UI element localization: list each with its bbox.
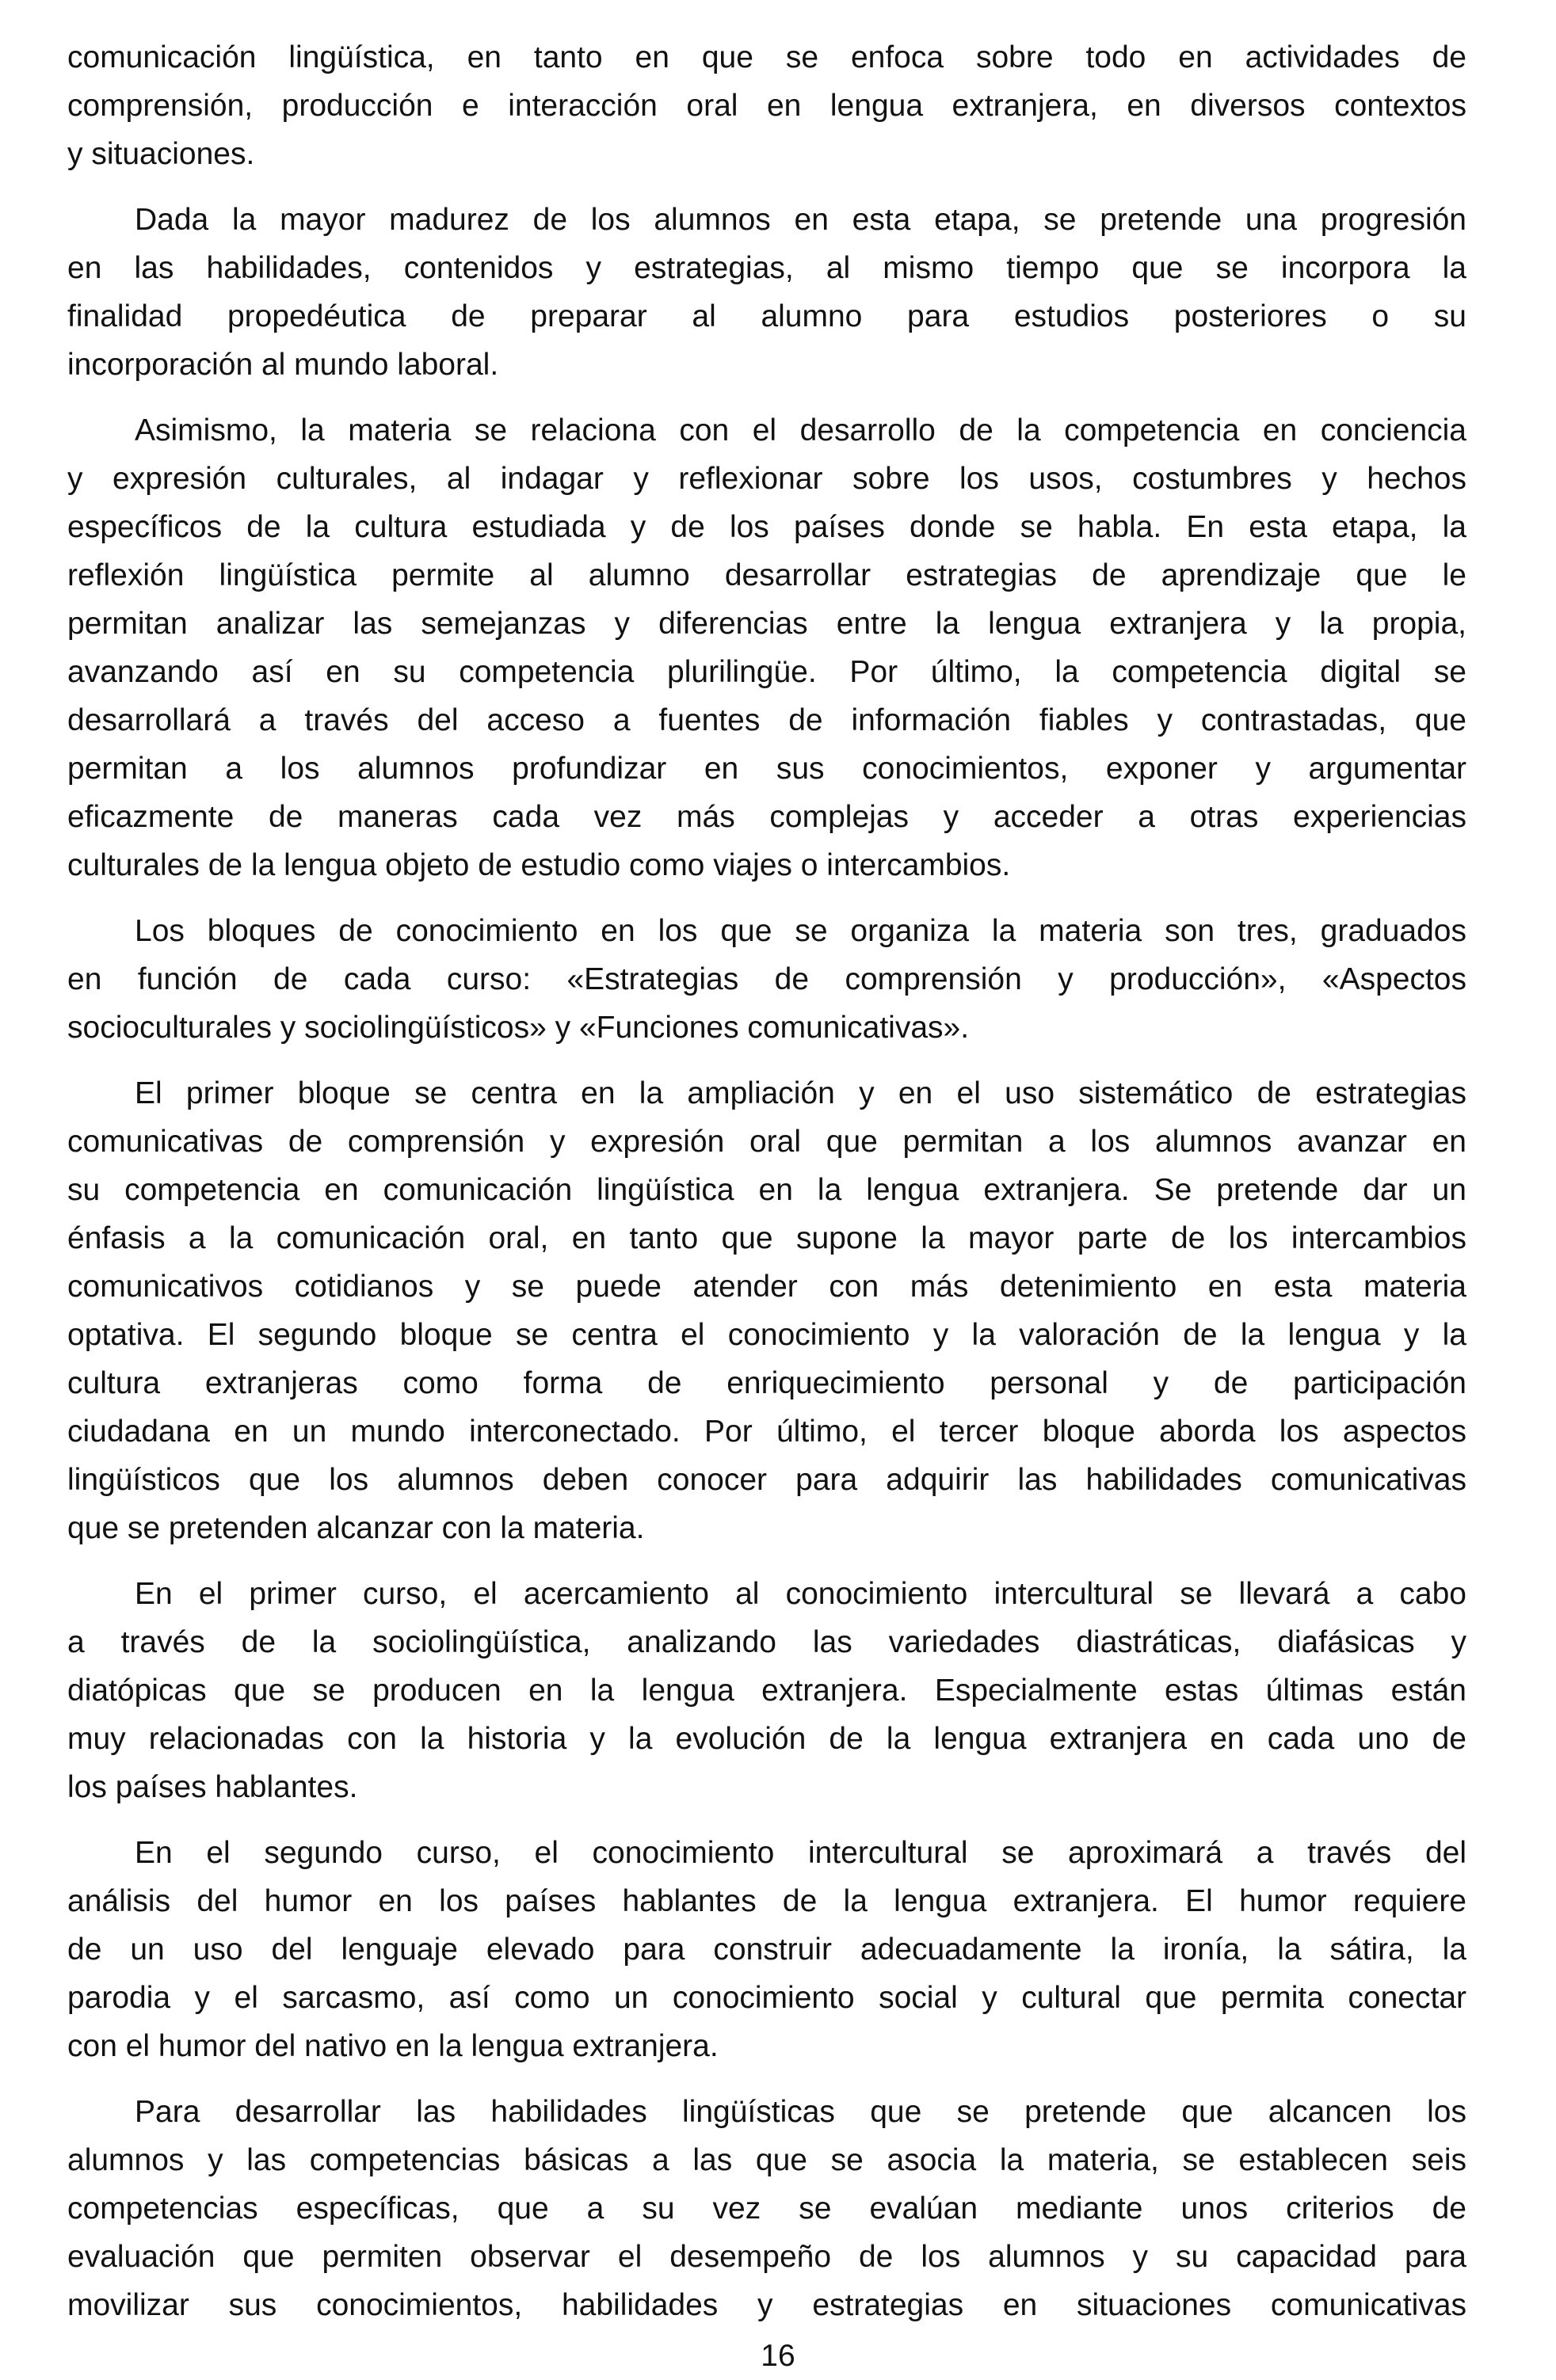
text-line: comunicativas de comprensión y expresión oral que permitan a los alumnos avanzar en — [67, 1125, 1466, 1159]
text-line: competencias específicas, que a su vez se evalúan mediante unos criterios de — [67, 2192, 1466, 2226]
paragraph — [67, 33, 1466, 178]
text-line: Asimismo, la materia se relaciona con el desarrollo de la competencia en conciencia — [135, 413, 1466, 447]
text-line: En el segundo curso, el conocimiento intercultural se aproximará a través del — [135, 1836, 1466, 1870]
text-line: énfasis a la comunicación oral, en tanto que supone la mayor parte de los intercambios — [67, 1221, 1466, 1255]
text-line: comunicativos cotidianos y se puede atender con más detenimiento en esta materia — [67, 1270, 1466, 1304]
paragraph — [67, 196, 1466, 389]
document-body — [67, 33, 1466, 2347]
text-line: con el humor del nativo en la lengua extranjera. — [67, 2029, 719, 2063]
text-line: culturales de la lengua objeto de estudio como viajes o intercambios. — [67, 848, 1011, 882]
text-line: Dada la mayor madurez de los alumnos en esta etapa, se pretende una progresión — [135, 203, 1466, 237]
paragraph — [67, 1570, 1466, 1811]
text-line: desarrollará a través del acceso a fuentes de información fiables y contrastadas, que — [67, 703, 1466, 737]
text-line: En el primer curso, el acercamiento al conocimiento intercultural se llevará a cabo — [135, 1577, 1466, 1611]
text-line: finalidad propedéutica de preparar al alumno para estudios posteriores o su — [67, 299, 1466, 333]
text-line: Los bloques de conocimiento en los que se organiza la materia son tres, graduados — [135, 914, 1466, 948]
text-line: comprensión, producción e interacción oral en lengua extranjera, en diversos contextos — [67, 89, 1466, 123]
text-line: El primer bloque se centra en la ampliación y en el uso sistemático de estrategias — [135, 1076, 1466, 1110]
text-line: permitan analizar las semejanzas y diferencias entre la lengua extranjera y la propia, — [67, 607, 1466, 641]
text-line: parodia y el sarcasmo, así como un conocimiento social y cultural que permita conectar — [67, 1981, 1466, 2015]
text-line: evaluación que permiten observar el desempeño de los alumnos y su capacidad para — [67, 2240, 1466, 2274]
text-line: cultura extranjeras como forma de enriquecimiento personal y de participación — [67, 1366, 1466, 1400]
text-line: a través de la sociolingüística, analizando las variedades diastráticas, diafásicas y — [67, 1625, 1466, 1659]
text-line: ciudadana en un mundo interconectado. Por último, el tercer bloque aborda los aspectos — [67, 1415, 1466, 1449]
text-line: socioculturales y sociolingüísticos» y «Funciones comunicativas». — [67, 1011, 970, 1045]
text-line: muy relacionadas con la historia y la evolución de la lengua extranjera en cada uno de — [67, 1722, 1466, 1756]
text-line: diatópicas que se producen en la lengua extranjera. Especialmente estas últimas están — [67, 1674, 1466, 1708]
text-line: eficazmente de maneras cada vez más complejas y acceder a otras experiencias — [67, 800, 1466, 834]
text-line: Para desarrollar las habilidades lingüísticas que se pretende que alcancen los — [135, 2095, 1466, 2129]
text-line: permitan a los alumnos profundizar en sus conocimientos, exponer y argumentar — [67, 752, 1466, 786]
text-line: alumnos y las competencias básicas a las que se asocia la materia, se establecen seis — [67, 2143, 1466, 2177]
text-line: de un uso del lenguaje elevado para construir adecuadamente la ironía, la sátira, la — [67, 1933, 1466, 1967]
paragraph — [67, 907, 1466, 1052]
text-line: los países hablantes. — [67, 1770, 358, 1804]
text-line: que se pretenden alcanzar con la materia. — [67, 1511, 645, 1545]
paragraph — [67, 1069, 1466, 1552]
text-line: comunicación lingüística, en tanto en que se enfoca sobre todo en actividades de — [67, 40, 1466, 74]
text-line: lingüísticos que los alumnos deben conocer para adquirir las habilidades comunicativas — [67, 1463, 1466, 1497]
text-line: análisis del humor en los países hablantes de la lengua extranjera. El humor requiere — [67, 1884, 1466, 1918]
text-line: incorporación al mundo laboral. — [67, 348, 499, 382]
text-line: específicos de la cultura estudiada y de los países donde se habla. En esta etapa, la — [67, 510, 1466, 544]
paragraph — [67, 2088, 1466, 2329]
paragraph — [67, 1829, 1466, 2070]
text-line: su competencia en comunicación lingüística en la lengua extranjera. Se pretende dar un — [67, 1173, 1466, 1207]
text-line: en función de cada curso: «Estrategias de comprensión y producción», «Aspectos — [67, 962, 1466, 996]
text-line: en las habilidades, contenidos y estrategias, al mismo tiempo que se incorpora la — [67, 251, 1466, 285]
text-line: movilizar sus conocimientos, habilidades y estrategias en situaciones comunicativas — [67, 2288, 1466, 2322]
text-line: y expresión culturales, al indagar y reflexionar sobre los usos, costumbres y hechos — [67, 462, 1466, 496]
page-number: 16 — [761, 2339, 795, 2373]
text-line: avanzando así en su competencia plurilingüe. Por último, la competencia digital se — [67, 655, 1466, 689]
paragraph — [67, 406, 1466, 889]
text-line: reflexión lingüística permite al alumno desarrollar estrategias de aprendizaje que le — [67, 558, 1466, 592]
text-line: optativa. El segundo bloque se centra el conocimiento y la valoración de la lengua y la — [67, 1318, 1466, 1352]
text-line: y situaciones. — [67, 137, 255, 171]
